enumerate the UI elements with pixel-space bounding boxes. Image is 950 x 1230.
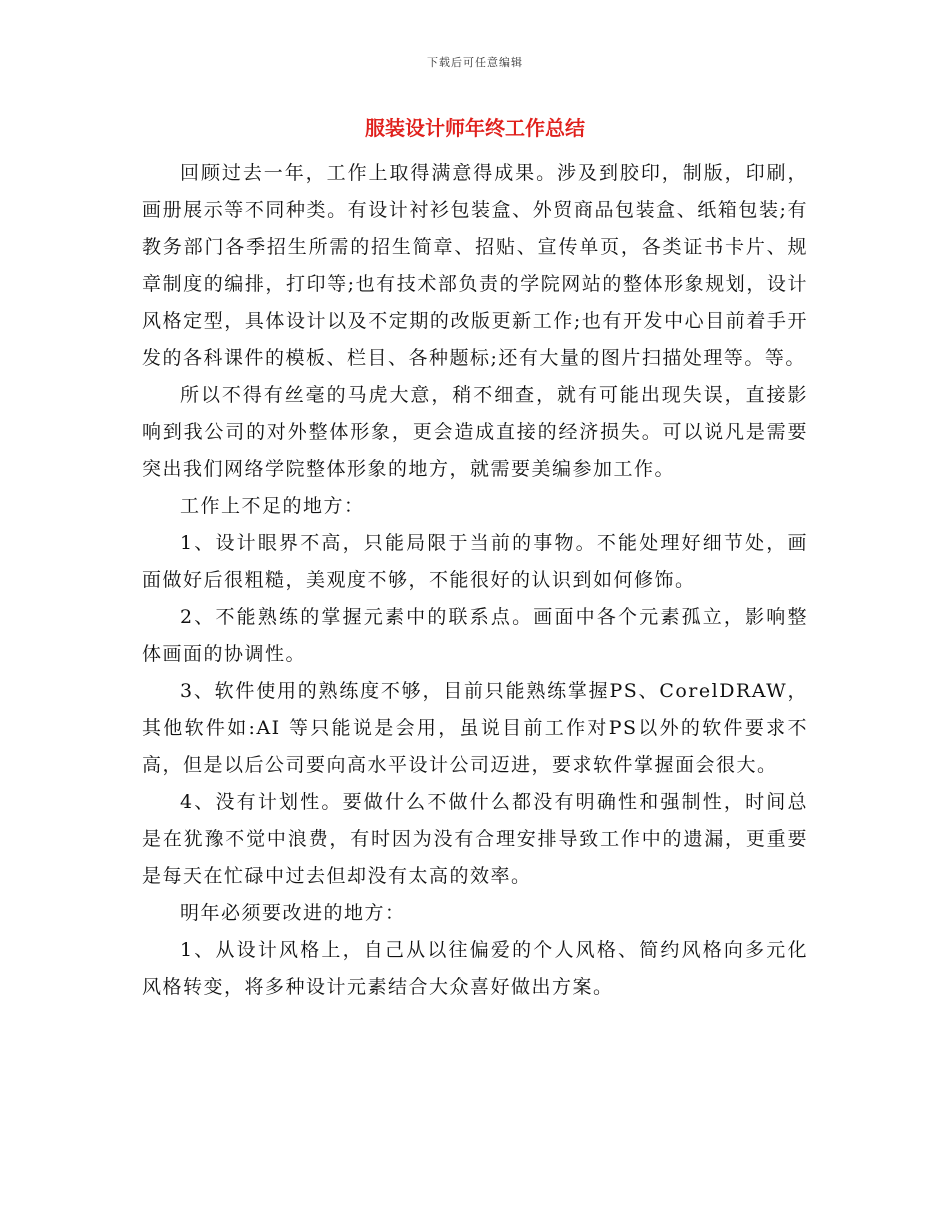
header-note: 下载后可任意编辑 [427, 56, 523, 69]
paragraph: 1、设计眼界不高，只能局限于当前的事物。不能处理好细节处，画面做好后很粗糙，美观度不够，不能很好的认识到如何修饰。 [142, 532, 808, 591]
paragraph: 4、没有计划性。要做什么不做什么都没有明确性和强制性，时间总是在犹豫不觉中浪费，有时因为没有合理安排导致工作中的遗漏，更重要是每天在忙碌中过去但却没有太高的效率。 [142, 791, 808, 887]
paragraph: 回顾过去一年，工作上取得满意得成果。涉及到胶印，制版，印刷，画册展示等不同种类。有设计衬衫包装盒、外贸商品包装盒、纸箱包装;有教务部门各季招生所需的招生简章、招贴、宣传单页，各类证书卡片、规章制度的编排，打印等;也有技术部负责的学院网站的整体形象规划，设计风格定型，具体设计以及不定期的改版更新工作;也有开发中心目前着手开发的各科课件的模板、栏目、各种题标;还有大量的图片扫描处理等。等。 [142, 162, 808, 369]
paragraph: 1、从设计风格上，自己从以往偏爱的个人风格、简约风格向多元化风格转变，将多种设计元素结合大众喜好做出方案。 [142, 939, 808, 998]
document-title: 服装设计师年终工作总结 [365, 116, 585, 140]
paragraph: 3、软件使用的熟练度不够，目前只能熟练掌握PS、CorelDRAW，其他软件如:AI 等只能说是会用，虽说目前工作对PS以外的软件要求不高，但是以后公司要向高水平设计公司迈进，要求软件掌握面会很大。 [142, 680, 808, 776]
paragraph: 所以不得有丝毫的马虎大意，稍不细查，就有可能出现失误，直接影响到我公司的对外整体形象，更会造成直接的经济损失。可以说凡是需要突出我们网络学院整体形象的地方，就需要美编参加工作。 [142, 384, 808, 480]
paragraph: 2、不能熟练的掌握元素中的联系点。画面中各个元素孤立，影响整体画面的协调性。 [142, 606, 808, 665]
paragraph: 明年必须要改进的地方： [180, 902, 406, 924]
paragraph: 工作上不足的地方： [180, 495, 365, 517]
document-body [142, 155, 808, 1006]
